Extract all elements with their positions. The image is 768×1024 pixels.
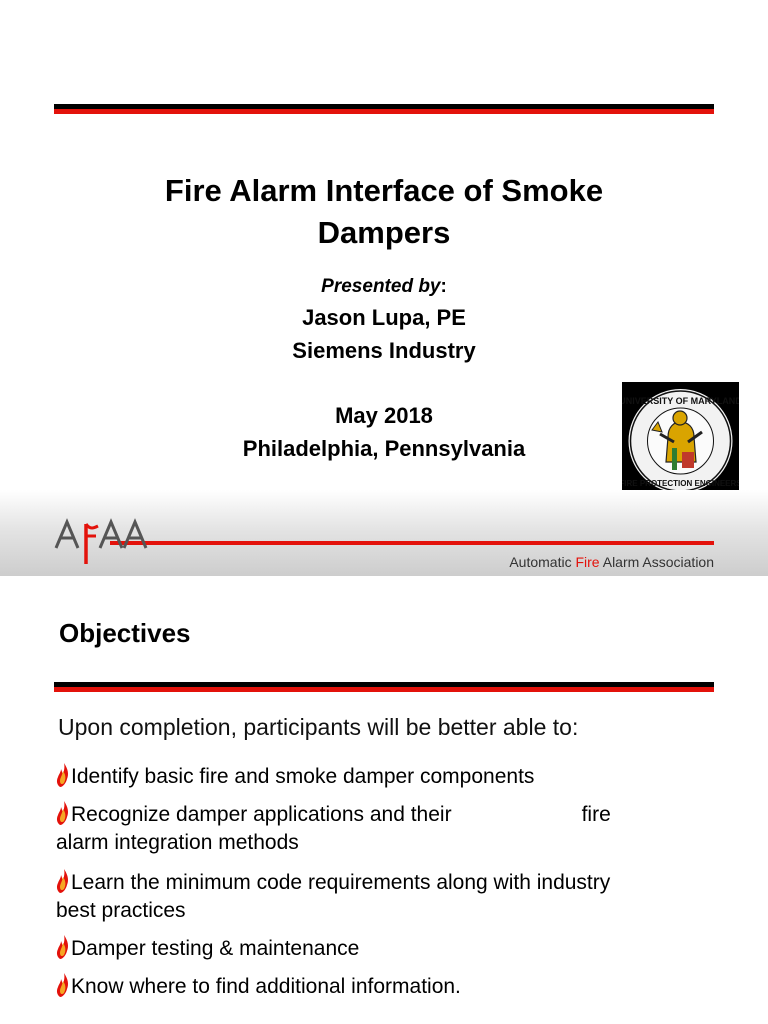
bullet-3 [56, 868, 696, 925]
bullet-2-text-a: Recognize damper applications and their [71, 803, 452, 826]
presented-by [0, 276, 768, 298]
afaa-logo [54, 518, 150, 566]
objectives-slide [0, 576, 768, 1024]
bullet-4 [56, 934, 696, 963]
bullet-5 [56, 972, 696, 1001]
association-name [509, 554, 714, 570]
objectives-intro: Upon completion, participants will be better able to: [58, 714, 579, 740]
objectives-rule [54, 682, 714, 692]
bullet-5-text: Know where to find additional information. [71, 975, 461, 998]
footer-red-line [110, 541, 714, 545]
slide-title [0, 170, 768, 254]
bullet-2-text-c: alarm integration methods [56, 831, 299, 854]
presenter-name: Jason Lupa, PE [302, 305, 466, 330]
bullet-3-text-b: best practices [56, 899, 186, 922]
assoc-text-fire: Fire [575, 554, 600, 570]
flame-bullet-icon [56, 868, 70, 894]
flame-bullet-icon [56, 800, 70, 826]
presented-colon: : [440, 276, 447, 297]
bullet-3-text-a: Learn the minimum code requirements along with industry [71, 871, 611, 894]
presented-label: Presented by [321, 276, 441, 297]
flame-bullet-icon [56, 934, 70, 960]
slide-footer [0, 490, 768, 576]
bullet-4-text: Damper testing & maintenance [71, 937, 360, 960]
bullet-2 [56, 800, 696, 857]
presentation-date: May 2018 [335, 403, 433, 428]
bullet-2-text-b: fire [581, 803, 611, 826]
assoc-text-2: Alarm Association [599, 554, 714, 570]
presentation-location: Philadelphia, Pennsylvania [242, 436, 526, 461]
bullet-1-text: Identify basic fire and smoke damper components [71, 765, 535, 788]
umd-fpe-logo [622, 382, 739, 500]
svg-text:UNIVERSITY OF MARYLAND: UNIVERSITY OF MARYLAND [622, 396, 739, 406]
assoc-text-1: Automatic [509, 554, 576, 570]
bullet-1 [56, 762, 696, 791]
svg-text:FIRE PROTECTION ENGINEERS: FIRE PROTECTION ENGINEERS [622, 479, 739, 488]
presenter-company: Siemens Industry [292, 338, 476, 363]
title-line-1: Fire Alarm Interface of Smoke [164, 173, 604, 208]
flame-bullet-icon [56, 762, 70, 788]
objectives-title: Objectives [59, 618, 191, 648]
flame-bullet-icon [56, 972, 70, 998]
title-line-2: Dampers [317, 215, 451, 250]
title-rule [54, 104, 714, 114]
